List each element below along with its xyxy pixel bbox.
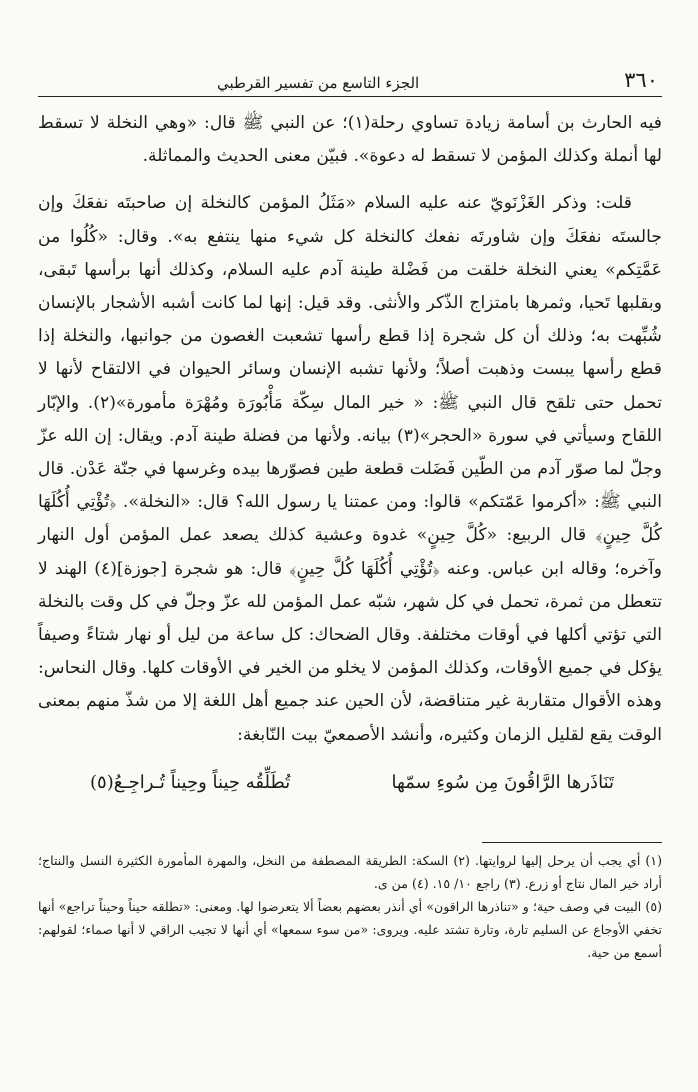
page	[38, 52, 662, 1092]
verse-second-hemistich: تُطَلِّقُه حِيناً وحِيناً تُـراجِـعُ(٥)	[90, 771, 291, 793]
main-text	[38, 107, 662, 752]
running-title: الجزء التاسع من تفسير القرطبي	[217, 74, 420, 92]
footnotes	[38, 849, 662, 964]
footnote-line: (٥) البيت في وصف حية؛ و «تناذرها الراقون» أي أنذر بعضهم بعضاً ألا يتعرضوا لها. ومعنى: «تطلقه حيناً وحيناً تراجع» أنها تخفي الأوجاع عن السليم تارة، وتارة تشتد عليه. ويروى: «من سوء سمعها» أي أنها لا تجيب الراقي لا أنها صماء؛ لقولهم: أسمع من حية.	[38, 898, 662, 960]
running-header	[38, 52, 662, 97]
paragraph-1: فيه الحارث بن أسامة زيادة تساوي رحلة(١)؛ عن النبي ﷺ قال: «وهي النخلة لا تسقط لها أنملة وكذلك المؤمن لا تسقط له دعوة». فبيّن معنى الحديث والمماثلة.	[38, 113, 662, 167]
poetry-verse	[90, 768, 614, 798]
footnote-line: (١) أي يجب أن يرحل إليها لروايتها. (٢) السكة: الطريقة المصطفة من النخل، والمهرة المأمورة الكثيرة النسل والنتاج؛ أراد خير المال نتاج أو زرع. (٣) راجع ١٠/ ١٥. (٤) من ى.	[38, 852, 662, 891]
verse-first-hemistich: تَنَاذَرها الرَّاقُونَ مِن سُوءِ سمّها	[391, 771, 614, 793]
paragraph-2: قلت: وذكر الغَزْنَويّ عنه عليه السلام «مَثَلُ المؤمن كالنخلة إن صاحبتَه نفعَكَ وإن جالستَه نفعَكَ وإن شاورتَه نفعك كالنخلة كل شيء منها ينتفع به». وقال: «كُلُوا من عَمَّتِكم» يعني النخلة خلقت من فَضْلة طينة آدم عليه السلام، وكذلك أنها برأسها تَبقى، وبقلبها تَحيا، وثمرها بامتزاج الذّكر والأنثى. وقد قيل: إنها لما كانت أشبه الأشجار بالإنسان شُبِّهت به؛ وذلك أن كل شجرة إذا قطع رأسها تشعبت الغصون من جوانبها، والنخلة إذا قطع رأسها يبست وذهبت أصلاً؛ ولأنها تشبه الإنسان وسائر الحيوان في الالتقاح لأنها لا تحمل حتى تلقح قال النبي ﷺ: « خير المال سِكّة مَأْبُورَة ومُهْرَة مأمورة»(٢). والإبّار اللقاح وسيأتي في سورة «الحجر»(٣) بيانه. ولأنها من فضلة طينة آدم. ويقال: إن الله عزّ وجلّ لما صوّر آدم من الطّين فَضَلت قطعة طين فصوّرها بيده وغرسها في جنّة عَدْن. قال النبي ﷺ: «أكرموا عَمّتكم» قالوا: ومن عمتنا يا رسول الله؟ قال: «النخلة». ﴿تُؤْتِي أُكُلَهَا كُلَّ حِينٍ﴾ قال الربيع: «كُلَّ حِينٍ» غدوة وعشية كذلك يصعد عمل المؤمن أول النهار وآخره؛ وقاله ابن عباس. وعنه ﴿تُؤْتِي أُكُلَهَا كُلَّ حِينٍ﴾ قال: هو شجرة [جوزة](٤) الهند لا تتعطل من ثمرة، تحمل في كل شهر، شبّه عمل المؤمن لله عزّ وجلّ في كل وقت بالنخلة التي تؤتي أكلها في أوقات مختلفة. وقال الضحاك: كل ساعة من ليل أو نهار شتاءً وصيفاً يؤكل في جميع الأوقات، وكذلك المؤمن لا يخلو من الخير في الأوقات كلها. وقال النحاس: وهذه الأقوال متقاربة غير متناقضة، لأن الحين عند جميع أهل اللغة إلا من شذّ منهم بمعنى الوقت يقع لقليل الزمان وكثيره، وأنشد الأصمعيّ بيت النّابغة:	[38, 193, 663, 745]
footnote-separator	[482, 842, 662, 843]
paragraph-gap	[38, 173, 662, 187]
page-number: ٣٦٠	[624, 68, 658, 92]
